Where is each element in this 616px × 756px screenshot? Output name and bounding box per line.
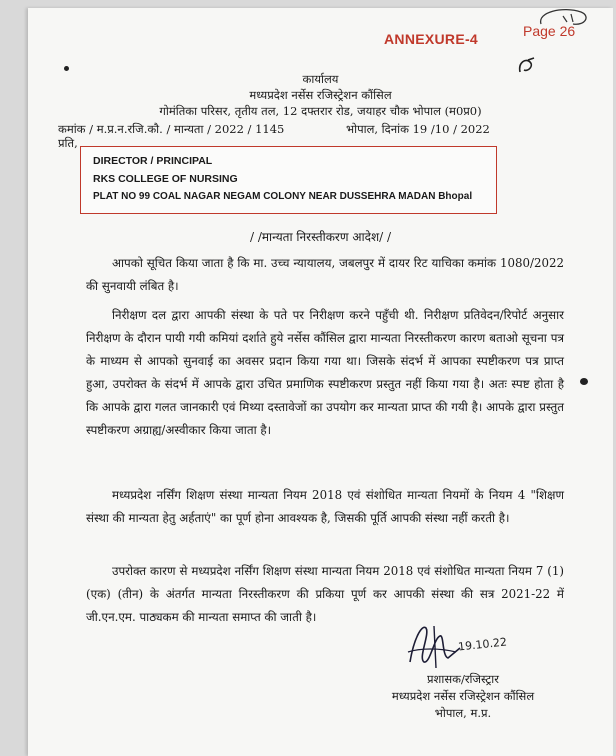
punch-hole-mark — [580, 378, 588, 385]
signatory-city: भोपाल, म.प्र. — [434, 706, 492, 720]
recipient-address: PLAT NO 99 COAL NAGAR NEGAM COLONY NEAR DUSSEHRA MADAN Bhopal — [93, 191, 473, 202]
recipient-title: DIRECTOR / PRINCIPAL — [93, 155, 213, 167]
document-page — [28, 8, 613, 756]
office-heading: कार्यालय — [302, 72, 339, 86]
page-number: Page 26 — [523, 23, 576, 39]
signatory-designation: प्रशासक/रजिस्ट्रार — [427, 672, 499, 686]
reference-number: कमांक / म.प्र.न.रजि.कौ. / मान्यता / 2022 / 1145 — [58, 122, 285, 136]
paragraph-3: मध्यप्रदेश नर्सिंग शिक्षण संस्था मान्यता नियम 2018 एवं संशोधित मान्यता नियमों के नियम 4 "शिक्षण संस्था की मान्यता हेतु अर्हताएं" का पूर्ण होना आवश्यक है, जिसकी पूर्ति आपकी संस्था नहीं करती है। — [86, 488, 564, 525]
annexure-label: ANNEXURE-4 — [384, 31, 479, 47]
paragraph-2: निरीक्षण दल द्वारा आपकी संस्था के पते पर निरीक्षण करने पहुँची थी. निरीक्षण प्रतिवेदन/रिपोर्ट अनुसार निरीक्षण के दौरान पायी गयी कमियां दर्शाते हुये नर्सेस कौंसिल द्वारा मान्यता निरस्तीकरण कारण बताओ सूचना पत्र के माध्यम से आपको सुनवाई का अवसर प्रदान किया गया था। जिसके संदर्भ में आपका स्पष्टीकरण पत्र प्राप्त हुआ, उपरोक्त के संदर्भ में आपके द्वारा उचित प्रमाणिक स्पष्टीकरण प्रस्तुत नहीं किया गया है। अतः स्पष्ट होता है कि आपके द्वारा गलत जानकारी एवं मिथ्या दस्तावेजों का उपयोग कर मान्यता प्राप्त की गयी है। आपके द्वारा प्रस्तुत स्पष्टीकरण अग्राह्य/अस्वीकार किया जाता है। — [86, 308, 564, 437]
council-address: गोमंतिका परिसर, तृतीय तल, 12 दफ्तरार रोड, जयाहर चौक भोपाल (म0प्र0) — [159, 104, 482, 118]
subject-heading: / /मान्यता निरस्तीकरण आदेश/ / — [249, 230, 392, 244]
place-date: भोपाल, दिनांक 19 /10 / 2022 — [346, 122, 490, 136]
recipient-address-box — [80, 146, 497, 214]
signature-date: 19.10.22 — [457, 635, 508, 654]
recipient-institution: RKS COLLEGE OF NURSING — [93, 173, 238, 185]
prati-label: प्रति, — [58, 136, 78, 150]
paragraph-4: उपरोक्त कारण से मध्यप्रदेश नर्सिंग शिक्षण संस्था मान्यता नियम 2018 एवं संशोधित मान्यता नियम 7 (1) (एक) (तीन) के अंतर्गत मान्यता निरस्तीकरण की प्रकिया पूर्ण कर आपकी संस्था की सत्र 2021-22 में जी.एन.एम. पाठ्यकम की मान्यता समाप्त की जाती है। — [86, 564, 564, 624]
punch-hole-mark — [64, 66, 69, 71]
paragraph-1: आपको सूचित किया जाता है कि मा. उच्च न्यायालय, जबलपुर में दायर रिट याचिका कमांक 1080/2022 की सुनवायी लंबित है। — [86, 256, 564, 293]
council-heading: मध्यप्रदेश नर्सेस रजिस्ट्रेशन कौंसिल — [249, 88, 392, 102]
signatory-council: मध्यप्रदेश नर्सेस रजिस्ट्रेशन कौंसिल — [391, 689, 535, 703]
